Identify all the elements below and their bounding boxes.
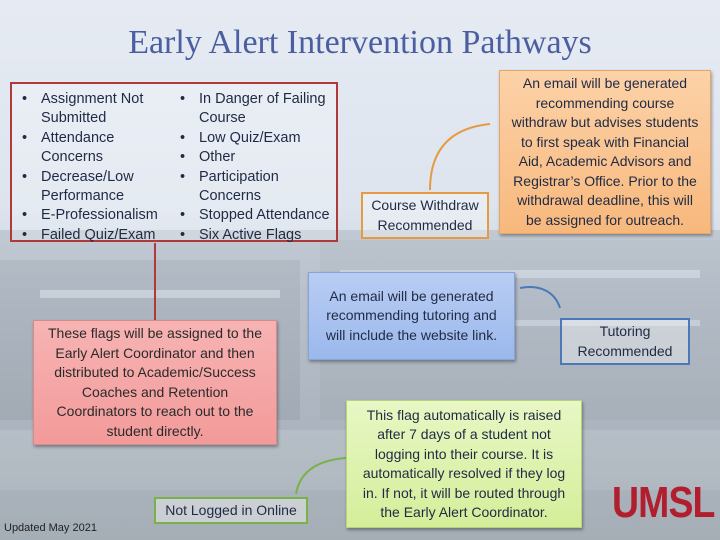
flag-item: • In Danger of Failing Course	[172, 90, 342, 129]
tutoring-connector	[520, 287, 560, 308]
flag-item: • Failed Quiz/Exam	[14, 226, 169, 245]
flag-item: • Decrease/Low Performance	[14, 168, 169, 207]
coordinator-note: These flags will be assigned to the Early Alert Coordinator and then distributed to Academic/Success Coaches and Retention Coordinators to reach out to the student directly.	[33, 320, 277, 445]
umsl-logo: UMSL	[612, 478, 715, 527]
not-logged-online-label: Not Logged in Online	[154, 497, 308, 524]
flag-item: • Attendance Concerns	[14, 129, 169, 168]
updated-date: Updated May 2021	[4, 522, 97, 534]
flag-item: • Stopped Attendance	[172, 206, 342, 225]
flag-item: • Low Quiz/Exam	[172, 129, 342, 148]
tutoring-note: An email will be generated recommending tutoring and will include the website link.	[308, 272, 515, 360]
flag-item: • Assignment Not Submitted	[14, 90, 169, 129]
online-note: This flag automatically is raised after 7 days of a student not logging into their course. It is automatically resolved if they log in. If not, it will be routed through the Early Alert Coordinator.	[346, 400, 582, 528]
course-withdraw-label: Course Withdraw Recommended	[361, 192, 489, 239]
withdraw-connector	[430, 124, 490, 190]
flag-item: • E-Professionalism	[14, 206, 169, 225]
flag-item: • Participation Concerns	[172, 168, 342, 207]
flag-item: • Six Active Flags	[172, 226, 342, 245]
flag-item: • Other	[172, 148, 342, 167]
online-connector	[296, 458, 346, 494]
tutoring-label: Tutoring Recommended	[560, 318, 690, 365]
withdraw-note: An email will be generated recommending course withdraw but advises students to first speak with Financial Aid, Academic Advisors and Registrar’s Office. Prior to the withdrawal deadline, this will be assigned for outreach.	[499, 70, 711, 234]
page-title: Early Alert Intervention Pathways	[128, 24, 592, 61]
